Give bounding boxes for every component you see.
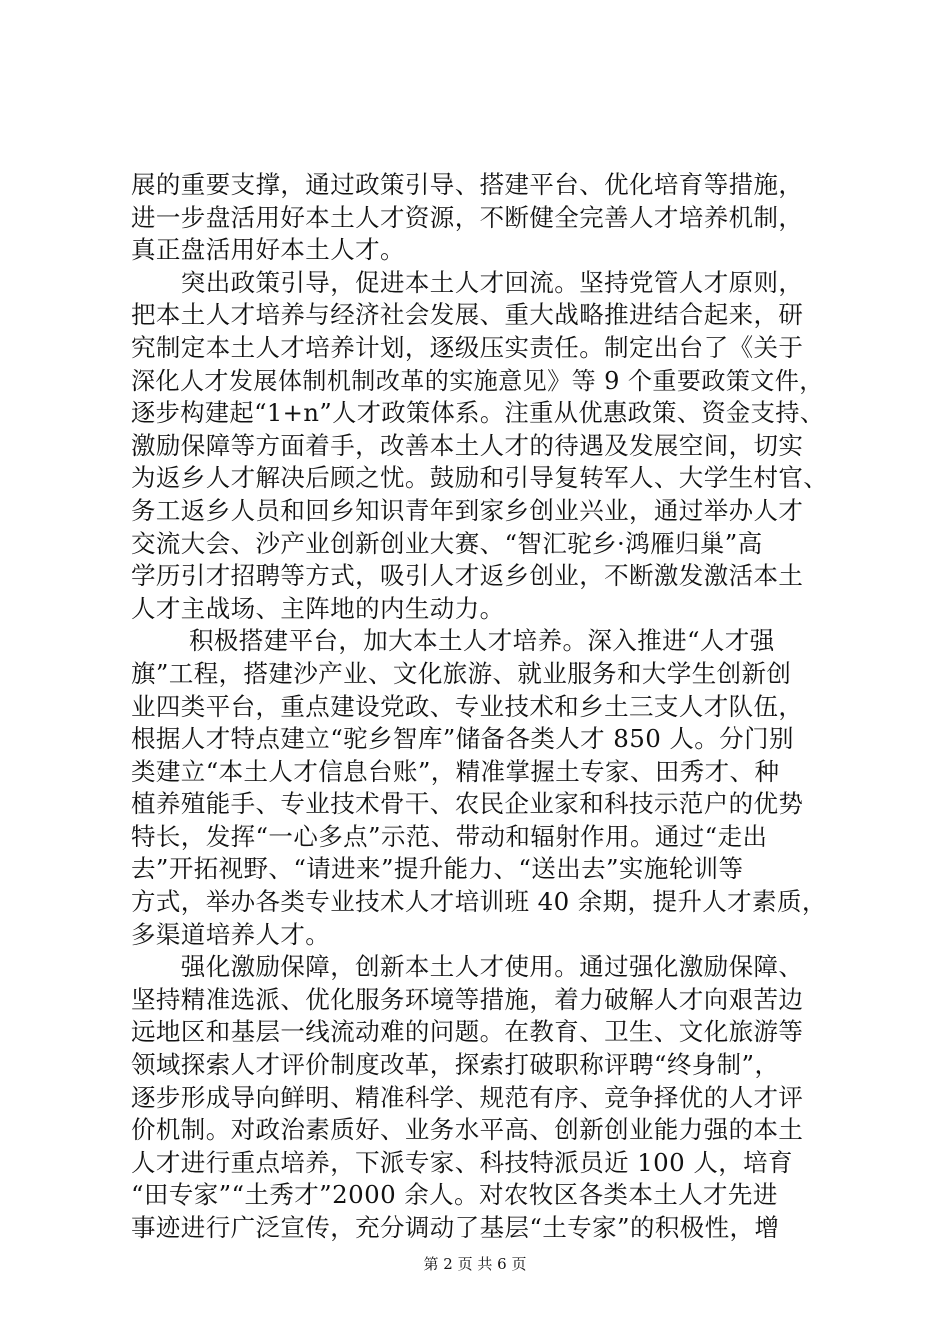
text-line: 积极搭建平台，加大本土人才培养。深入推进“人才强 bbox=[131, 626, 775, 656]
text-line: “田专家”“土秀才”2000 余人。对农牧区各类本土人才先进 bbox=[131, 1180, 778, 1210]
text-line: 真正盘活用好本土人才。 bbox=[131, 235, 405, 265]
text-line: 深化人才发展体制机制改革的实施意见》等 9 个重要政策文件， bbox=[131, 366, 824, 395]
text-line: 展的重要支撑，通过政策引导、搭建平台、优化培育等措施， bbox=[131, 170, 804, 199]
text-line: 坚持精准选派、优化服务环境等措施，着力破解人才向艰苦边 bbox=[131, 984, 804, 1014]
text-line: 人才进行重点培养，下派专家、科技特派员近 100 人，培育 bbox=[131, 1147, 793, 1177]
text-line: 旗”工程，搭建沙产业、文化旅游、就业服务和大学生创新创 bbox=[131, 658, 792, 688]
body-text bbox=[131, 169, 831, 1245]
text-line: 远地区和基层一线流动难的问题。在教育、卫生、文化旅游等 bbox=[131, 1017, 804, 1047]
text-line: 进一步盘活用好本土人才资源，不断健全完善人才培养机制， bbox=[131, 202, 804, 232]
text-line: 根据人才特点建立“驼乡智库”储备各类人才 850 人。分门别 bbox=[131, 724, 794, 754]
text-line: 务工返乡人员和回乡知识青年到家乡创业兴业，通过举办人才 bbox=[131, 495, 804, 525]
text-line: 事迹进行广泛宣传，充分调动了基层“土专家”的积极性，增 bbox=[131, 1213, 780, 1242]
text-line: 强化激励保障，创新本土人才使用。通过强化激励保障、 bbox=[131, 952, 804, 982]
text-line: 学历引才招聘等方式，吸引人才返乡创业，不断激发激活本土 bbox=[131, 561, 804, 591]
text-line: 业四类平台，重点建设党政、专业技术和乡土三支人才队伍， bbox=[131, 691, 804, 721]
text-line: 交流大会、沙产业创新创业大赛、“智汇驼乡·鸿雁归巢”高 bbox=[131, 528, 763, 558]
text-line: 植养殖能手、专业技术骨干、农民企业家和科技示范户的优势 bbox=[131, 789, 804, 819]
text-line: 究制定本土人才培养计划，逐级压实责任。制定出台了《关于 bbox=[131, 332, 804, 362]
text-line: 激励保障等方面着手，改善本土人才的待遇及发展空间，切实 bbox=[131, 430, 804, 460]
text-line: 人才主战场、主阵地的内生动力。 bbox=[131, 593, 505, 623]
text-line: 去”开拓视野、“请进来”提升能力、“送出去”实施轮训等 bbox=[131, 854, 744, 884]
text-line: 逐步构建起“1+n”人才政策体系。注重从优惠政策、资金支持、 bbox=[131, 399, 825, 428]
text-line: 逐步形成导向鲜明、精准科学、规范有序、竞争择优的人才评 bbox=[131, 1082, 804, 1112]
text-line: 为返乡人才解决后顾之忧。鼓励和引导复转军人、大学生村官、 bbox=[131, 463, 829, 493]
text-line: 多渠道培养人才。 bbox=[131, 919, 331, 949]
text-line: 领域探索人才评价制度改革，探索打破职称评聘“终身制”， bbox=[131, 1050, 780, 1080]
text-line: 方式，举办各类专业技术人才培训班 40 余期，提升人才素质， bbox=[131, 887, 827, 917]
text-line: 突出政策引导，促进本土人才回流。坚持党管人才原则， bbox=[131, 267, 804, 297]
text-line: 把本土人才培养与经济社会发展、重大战略推进结合起来，研 bbox=[131, 300, 804, 330]
text-line: 类建立“本土人才信息台账”，精准掌握土专家、田秀才、种 bbox=[131, 756, 780, 786]
page-number-footer: 第 2 页 共 6 页 bbox=[423, 1255, 527, 1273]
text-line: 价机制。对政治素质好、业务水平高、创新创业能力强的本土 bbox=[131, 1115, 804, 1145]
text-line: 特长，发挥“一心多点”示范、带动和辐射作用。通过“走出 bbox=[131, 821, 768, 851]
